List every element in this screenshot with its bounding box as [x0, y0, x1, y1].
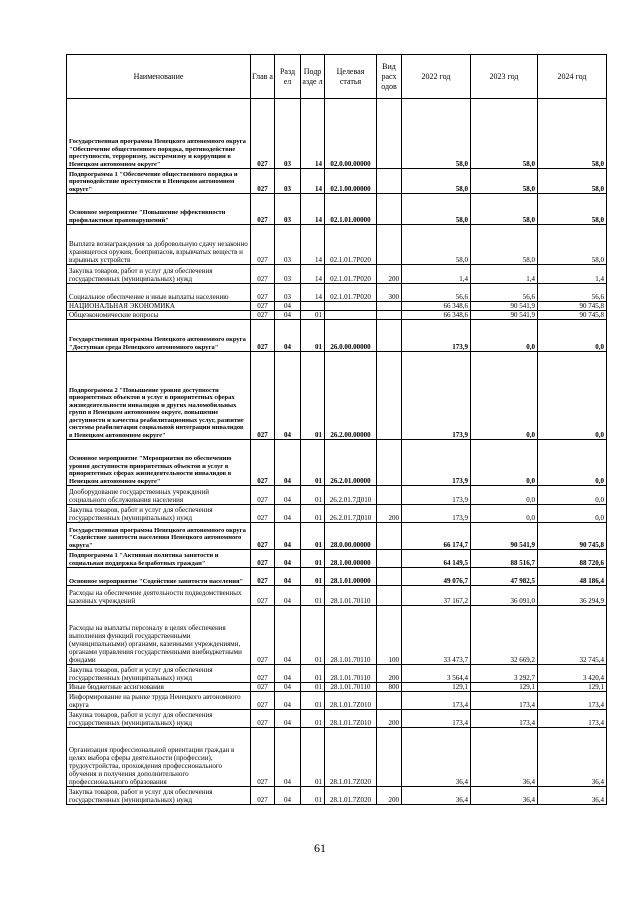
row-vid-cell	[377, 99, 402, 169]
table-row	[67, 692, 607, 710]
row-podrazdel-cell: 01	[301, 440, 325, 486]
row-2024-cell: 56,6	[538, 284, 607, 302]
row-glava-cell: 027	[251, 728, 275, 787]
row-glava-cell: 027	[251, 169, 275, 194]
row-target-cell: 02.1.01.7Р020	[325, 265, 377, 284]
row-podrazdel-cell: 14	[301, 194, 325, 225]
row-target-cell: 28.1.01.70110	[325, 683, 377, 692]
row-name-cell: НАЦИОНАЛЬНАЯ ЭКОНОМИКА	[67, 302, 251, 311]
row-name-cell: Организация профессиональной ориентации граждан в целях выбора сферы деятельности (профессии), трудоустройства, прохождения профессионального обучения и получения дополнительного профессионального образования	[67, 728, 251, 787]
row-2023-cell: 0,0	[471, 486, 538, 505]
row-2023-cell: 56,6	[471, 284, 538, 302]
row-target-cell: 26.2.01.7Д010	[325, 486, 377, 505]
row-razdel-cell: 04	[275, 692, 301, 710]
row-vid-cell: 200	[377, 665, 402, 683]
row-vid-cell: 200	[377, 505, 402, 523]
row-vid-cell	[377, 486, 402, 505]
row-glava-cell: 027	[251, 787, 275, 805]
row-2023-cell: 0,0	[471, 440, 538, 486]
table-row	[67, 265, 607, 284]
row-2023-cell: 90 541,9	[471, 311, 538, 320]
row-razdel-cell: 04	[275, 505, 301, 523]
table-row	[67, 194, 607, 225]
row-2024-cell: 90 745,8	[538, 302, 607, 311]
row-2022-cell: 56,6	[402, 284, 471, 302]
row-glava-cell: 027	[251, 225, 275, 265]
row-2022-cell: 36,4	[402, 787, 471, 805]
row-name-cell: Государственная программа Ненецкого автономного округа "Доступная среда Ненецкого автономного округа"	[67, 320, 251, 352]
row-2024-cell: 0,0	[538, 505, 607, 523]
row-2022-cell: 173,9	[402, 486, 471, 505]
row-podrazdel-cell: 01	[301, 486, 325, 505]
row-2023-cell: 90 541,9	[471, 523, 538, 550]
row-target-cell	[325, 311, 377, 320]
row-name-cell: Закупка товаров, работ и услуг для обеспечения государственных (муниципальных) нужд	[67, 665, 251, 683]
row-2022-cell: 58,0	[402, 169, 471, 194]
row-podrazdel-cell: 01	[301, 568, 325, 586]
row-2022-cell: 173,4	[402, 692, 471, 710]
row-glava-cell: 027	[251, 486, 275, 505]
row-target-cell: 02.1.00.00000	[325, 169, 377, 194]
row-2023-cell: 0,0	[471, 505, 538, 523]
row-2024-cell: 0,0	[538, 352, 607, 440]
table-row	[67, 320, 607, 352]
row-2024-cell: 88 720,6	[538, 550, 607, 568]
row-2022-cell: 36,4	[402, 728, 471, 787]
table-row	[67, 311, 607, 320]
table-row	[67, 99, 607, 169]
row-glava-cell: 027	[251, 692, 275, 710]
row-name-cell: Подпрограмма 1 "Активная политика занятости и социальная поддержка безработных граждан"	[67, 550, 251, 568]
row-target-cell: 02.1.01.00000	[325, 194, 377, 225]
row-razdel-cell: 04	[275, 606, 301, 665]
row-podrazdel-cell: 01	[301, 606, 325, 665]
row-name-cell: Основное мероприятие "Содействие занятости населения"	[67, 568, 251, 586]
row-2023-cell: 90 541,9	[471, 302, 538, 311]
row-2023-cell: 0,0	[471, 320, 538, 352]
row-podrazdel-cell: 01	[301, 728, 325, 787]
row-vid-cell: 200	[377, 787, 402, 805]
row-2023-cell: 173,4	[471, 710, 538, 728]
row-target-cell: 28.1.01.70110	[325, 606, 377, 665]
row-name-cell: Иные бюджетные ассигнования	[67, 683, 251, 692]
row-name-cell: Основное мероприятие "Повышение эффективности профилактики правонарушений"	[67, 194, 251, 225]
row-name-cell: Социальное обеспечение и иные выплаты населению	[67, 284, 251, 302]
row-2023-cell: 1,4	[471, 265, 538, 284]
table-row	[67, 486, 607, 505]
row-2022-cell: 33 473,7	[402, 606, 471, 665]
table-row	[67, 169, 607, 194]
row-2024-cell: 0,0	[538, 320, 607, 352]
row-name-cell: Государственная программа Ненецкого автономного округа "Обеспечение общественного порядка, противодействие преступности, терроризму, экстремизму и коррупции в Ненецком автономном округе"	[67, 99, 251, 169]
row-2022-cell: 66 348,6	[402, 302, 471, 311]
row-podrazdel-cell: 01	[301, 586, 325, 606]
row-razdel-cell: 04	[275, 586, 301, 606]
row-glava-cell: 027	[251, 302, 275, 311]
row-2022-cell: 66 174,7	[402, 523, 471, 550]
row-vid-cell	[377, 320, 402, 352]
row-2024-cell: 173,4	[538, 692, 607, 710]
row-podrazdel-cell: 01	[301, 320, 325, 352]
row-2022-cell: 173,9	[402, 320, 471, 352]
row-target-cell: 28.1.01.7Z010	[325, 710, 377, 728]
row-vid-cell: 200	[377, 265, 402, 284]
row-name-cell: Подпрограмма 2 "Повышение уровня доступности приоритетных объектов и услуг в приоритетных сферах жизнедеятельности инвалидов и других маломобильных групп в Ненецком автономном округе, повышение доступности и качества реабилитационных услуг, развитие системы реабилитации социальной интеграции инвалидов в Ненецком автономном округе"	[67, 352, 251, 440]
row-2023-cell: 129,1	[471, 683, 538, 692]
row-vid-cell	[377, 523, 402, 550]
row-name-cell: Закупка товаров, работ и услуг для обеспечения государственных (муниципальных) нужд	[67, 505, 251, 523]
row-glava-cell: 027	[251, 265, 275, 284]
table-row	[67, 728, 607, 787]
row-razdel-cell: 04	[275, 787, 301, 805]
table-body	[67, 99, 607, 805]
row-2024-cell: 90 745,8	[538, 311, 607, 320]
row-target-cell: 28.1.01.7Z020	[325, 728, 377, 787]
row-razdel-cell: 04	[275, 550, 301, 568]
row-vid-cell	[377, 194, 402, 225]
header-vid: Вид расх одов	[377, 55, 402, 99]
row-target-cell: 28.1.00.00000	[325, 550, 377, 568]
row-glava-cell: 027	[251, 311, 275, 320]
row-vid-cell	[377, 311, 402, 320]
row-name-cell: Общеэкономические вопросы	[67, 311, 251, 320]
header-year-2024: 2024 год	[538, 55, 607, 99]
row-glava-cell: 027	[251, 352, 275, 440]
row-target-cell	[325, 302, 377, 311]
row-name-cell: Расходы на обеспечение деятельности подведомственных казенных учреждений	[67, 586, 251, 606]
table-row	[67, 523, 607, 550]
table-row	[67, 683, 607, 692]
row-name-cell: Выплата вознаграждения за добровольную сдачу незаконно хранящегося оружия, боеприпасов, взрывчатых веществ и взрывных устройств	[67, 225, 251, 265]
row-2023-cell: 36,4	[471, 787, 538, 805]
row-razdel-cell: 04	[275, 710, 301, 728]
row-name-cell: Дооборудование государственных учреждений социального обслуживания населения	[67, 486, 251, 505]
row-2022-cell: 3 564,4	[402, 665, 471, 683]
row-glava-cell: 027	[251, 320, 275, 352]
row-podrazdel-cell: 01	[301, 550, 325, 568]
row-2024-cell: 58,0	[538, 169, 607, 194]
row-2023-cell: 58,0	[471, 169, 538, 194]
table-row	[67, 606, 607, 665]
row-podrazdel-cell: 14	[301, 225, 325, 265]
row-glava-cell: 027	[251, 550, 275, 568]
row-2022-cell: 58,0	[402, 225, 471, 265]
row-razdel-cell: 04	[275, 440, 301, 486]
row-razdel-cell: 03	[275, 265, 301, 284]
row-vid-cell	[377, 225, 402, 265]
row-2022-cell: 173,4	[402, 710, 471, 728]
row-glava-cell: 027	[251, 523, 275, 550]
row-razdel-cell: 04	[275, 320, 301, 352]
row-2022-cell: 129,1	[402, 683, 471, 692]
row-podrazdel-cell: 14	[301, 284, 325, 302]
row-2023-cell: 32 669,2	[471, 606, 538, 665]
row-razdel-cell: 03	[275, 194, 301, 225]
row-2024-cell: 32 745,4	[538, 606, 607, 665]
budget-table	[66, 54, 607, 805]
table-row	[67, 787, 607, 805]
row-razdel-cell: 04	[275, 311, 301, 320]
row-vid-cell	[377, 692, 402, 710]
row-podrazdel-cell: 01	[301, 311, 325, 320]
header-razdel: Разд ел	[275, 55, 301, 99]
row-2023-cell: 173,4	[471, 692, 538, 710]
table-row	[67, 302, 607, 311]
row-razdel-cell: 04	[275, 665, 301, 683]
row-razdel-cell: 04	[275, 728, 301, 787]
row-target-cell: 28.1.01.70110	[325, 586, 377, 606]
row-razdel-cell: 04	[275, 683, 301, 692]
row-razdel-cell: 04	[275, 568, 301, 586]
row-2024-cell: 173,4	[538, 710, 607, 728]
row-2024-cell: 48 186,4	[538, 568, 607, 586]
row-2024-cell: 0,0	[538, 486, 607, 505]
header-year-2022: 2022 год	[402, 55, 471, 99]
row-name-cell: Расходы на выплаты персоналу в целях обеспечения выполнения функций государственными (муниципальными) органами, казенными учреждениями, органами управления государственными внебюджетными фондами	[67, 606, 251, 665]
row-vid-cell	[377, 302, 402, 311]
row-glava-cell: 027	[251, 194, 275, 225]
row-razdel-cell: 03	[275, 99, 301, 169]
row-podrazdel-cell: 01	[301, 692, 325, 710]
row-podrazdel-cell: 01	[301, 787, 325, 805]
row-podrazdel-cell: 01	[301, 683, 325, 692]
row-razdel-cell: 04	[275, 523, 301, 550]
table-row	[67, 284, 607, 302]
row-vid-cell	[377, 586, 402, 606]
row-target-cell: 28.0.00.00000	[325, 523, 377, 550]
row-2024-cell: 129,1	[538, 683, 607, 692]
row-glava-cell: 027	[251, 683, 275, 692]
table-row	[67, 568, 607, 586]
row-vid-cell	[377, 169, 402, 194]
row-podrazdel-cell: 01	[301, 523, 325, 550]
row-2024-cell: 58,0	[538, 99, 607, 169]
row-2024-cell: 36,4	[538, 728, 607, 787]
row-podrazdel-cell: 01	[301, 665, 325, 683]
row-2022-cell: 49 076,7	[402, 568, 471, 586]
row-podrazdel-cell: 01	[301, 710, 325, 728]
table-row	[67, 586, 607, 606]
row-vid-cell	[377, 550, 402, 568]
row-2024-cell: 0,0	[538, 440, 607, 486]
row-podrazdel-cell: 14	[301, 265, 325, 284]
row-2022-cell: 173,9	[402, 440, 471, 486]
row-podrazdel-cell: 14	[301, 169, 325, 194]
row-razdel-cell: 03	[275, 225, 301, 265]
row-glava-cell: 027	[251, 710, 275, 728]
row-glava-cell: 027	[251, 99, 275, 169]
row-podrazdel-cell: 01	[301, 352, 325, 440]
table-row	[67, 665, 607, 683]
header-target: Целевая статья	[325, 55, 377, 99]
row-name-cell: Основное мероприятие "Мероприятия по обеспечению уровня доступности приоритетных объектов и услуг в приоритетных сферах жизнедеятельности инвалидов в Ненецком автономном округе"	[67, 440, 251, 486]
row-glava-cell: 027	[251, 284, 275, 302]
row-2022-cell: 66 348,6	[402, 311, 471, 320]
row-target-cell: 28.1.01.70110	[325, 665, 377, 683]
row-vid-cell	[377, 728, 402, 787]
row-razdel-cell: 04	[275, 486, 301, 505]
row-target-cell: 26.0.00.00000	[325, 320, 377, 352]
row-vid-cell: 300	[377, 284, 402, 302]
row-podrazdel-cell	[301, 302, 325, 311]
header-podrazdel: Подр азде л	[301, 55, 325, 99]
row-glava-cell: 027	[251, 665, 275, 683]
table-header-row	[67, 55, 607, 99]
row-razdel-cell: 04	[275, 302, 301, 311]
row-2022-cell: 173,9	[402, 352, 471, 440]
row-razdel-cell: 03	[275, 169, 301, 194]
row-2022-cell: 173,9	[402, 505, 471, 523]
row-2023-cell: 88 516,7	[471, 550, 538, 568]
row-name-cell: Государственная программа Ненецкого автономного округа "Содействие занятости населения Ненецкого автономного округа"	[67, 523, 251, 550]
row-2024-cell: 90 745,8	[538, 523, 607, 550]
row-target-cell: 02.1.01.7Р020	[325, 284, 377, 302]
row-2022-cell: 58,0	[402, 99, 471, 169]
row-vid-cell	[377, 352, 402, 440]
row-2023-cell: 36,4	[471, 728, 538, 787]
row-2023-cell: 36 091,0	[471, 586, 538, 606]
row-2022-cell: 1,4	[402, 265, 471, 284]
row-2022-cell: 58,0	[402, 194, 471, 225]
table-row	[67, 710, 607, 728]
row-vid-cell: 800	[377, 683, 402, 692]
row-2022-cell: 64 149,5	[402, 550, 471, 568]
row-2024-cell: 1,4	[538, 265, 607, 284]
row-vid-cell	[377, 440, 402, 486]
row-2024-cell: 3 420,4	[538, 665, 607, 683]
row-target-cell: 28.1.01.00000	[325, 568, 377, 586]
header-name: Наименование	[67, 55, 251, 99]
table-row	[67, 352, 607, 440]
table-row	[67, 505, 607, 523]
row-2023-cell: 58,0	[471, 99, 538, 169]
row-glava-cell: 027	[251, 505, 275, 523]
row-target-cell: 28.1.01.7Z020	[325, 787, 377, 805]
row-2023-cell: 58,0	[471, 194, 538, 225]
page-number: 61	[314, 841, 326, 855]
table-row	[67, 440, 607, 486]
row-razdel-cell: 04	[275, 352, 301, 440]
row-glava-cell: 027	[251, 606, 275, 665]
row-target-cell: 28.1.01.7Z010	[325, 692, 377, 710]
row-target-cell: 02.0.00.00000	[325, 99, 377, 169]
row-glava-cell: 027	[251, 586, 275, 606]
row-podrazdel-cell: 14	[301, 99, 325, 169]
row-name-cell: Информирование на рынке труда Ненецкого автономного округа	[67, 692, 251, 710]
row-vid-cell: 200	[377, 710, 402, 728]
row-2024-cell: 58,0	[538, 225, 607, 265]
row-2023-cell: 47 982,5	[471, 568, 538, 586]
header-glava: Глав а	[251, 55, 275, 99]
row-target-cell: 26.2.01.7Д010	[325, 505, 377, 523]
row-razdel-cell: 03	[275, 284, 301, 302]
row-podrazdel-cell: 01	[301, 505, 325, 523]
row-2024-cell: 36 294,9	[538, 586, 607, 606]
row-name-cell: Закупка товаров, работ и услуг для обеспечения государственных (муниципальных) нужд	[67, 265, 251, 284]
row-glava-cell: 027	[251, 440, 275, 486]
row-vid-cell: 100	[377, 606, 402, 665]
row-name-cell: Подпрограмма 1 "Обеспечение общественного порядка и противодействие преступности в Ненецком автономном округе"	[67, 169, 251, 194]
row-2023-cell: 0,0	[471, 352, 538, 440]
header-year-2023: 2023 год	[471, 55, 538, 99]
row-2024-cell: 36,4	[538, 787, 607, 805]
row-glava-cell: 027	[251, 568, 275, 586]
row-2024-cell: 58,0	[538, 194, 607, 225]
row-2023-cell: 58,0	[471, 225, 538, 265]
row-2023-cell: 3 292,7	[471, 665, 538, 683]
row-name-cell: Закупка товаров, работ и услуг для обеспечения государственных (муниципальных) нужд	[67, 787, 251, 805]
row-target-cell: 02.1.01.7Р020	[325, 225, 377, 265]
table-row	[67, 550, 607, 568]
row-2022-cell: 37 167,2	[402, 586, 471, 606]
table-row	[67, 225, 607, 265]
row-vid-cell	[377, 568, 402, 586]
row-target-cell: 26.2.01.00000	[325, 440, 377, 486]
row-name-cell: Закупка товаров, работ и услуг для обеспечения государственных (муниципальных) нужд	[67, 710, 251, 728]
row-target-cell: 26.2.00.00000	[325, 352, 377, 440]
